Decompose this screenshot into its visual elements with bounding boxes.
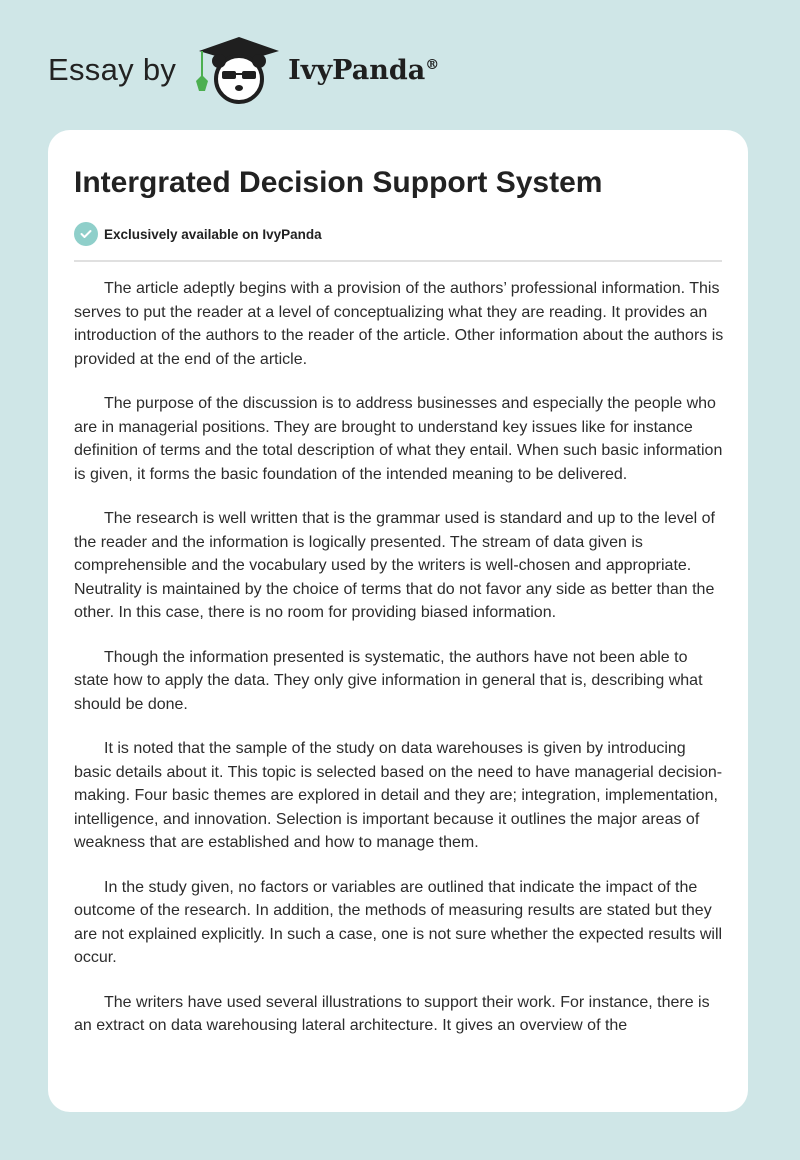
paragraph: The research is well written that is the grammar used is standard and up to the level of the reader and the information is logically presented. The stream of data given is comprehensible and the vocabulary used by the writers is well-chosen and appropriate. Neutrality is maintained by the choice of terms that do not favor any side as better than the other. In this case, there is no room for providing biased information. xyxy=(74,510,715,621)
brand-header xyxy=(48,40,439,100)
paragraph: The writers have used several illustrations to support their work. For instance, there is an extract on data warehousing lateral architecture. It gives an overview of the xyxy=(74,993,710,1034)
paragraph: Though the information presented is systematic, the authors have not been able to state how to apply the data. They only give information in general that is, describing what should be done. xyxy=(74,648,703,713)
divider xyxy=(74,260,722,262)
paragraph: It is noted that the sample of the study on data warehouses is given by introducing basic details about it. This topic is selected based on the need to have managerial decision-making. Four basic themes are explored in detail and they are; integration, implementation, intelligence, and innovation. Selection is important because it outlines the major areas of weakness that are established and how to manage them. xyxy=(74,740,723,851)
paragraph: The article adeptly begins with a provision of the authors’ professional information. This serves to put the reader at a level of conceptualizing what they are reading. It provides an introduction of the authors to the reader of the article. Other information about the authors is provided at the end of the article. xyxy=(74,280,724,368)
paragraph: The purpose of the discussion is to address businesses and especially the people who are in managerial positions. They are brought to understand key issues like for instance definition of terms and the total description of what they entail. When such basic information is given, it forms the basic foundation of the intended meaning to be delivered. xyxy=(74,395,723,483)
check-circle-icon xyxy=(74,222,98,246)
essay-body xyxy=(74,277,724,1059)
essay-card xyxy=(48,130,748,1112)
brand-name: IvyPanda® xyxy=(288,54,440,86)
brand-prefix: Essay by xyxy=(48,52,177,87)
paragraph: In the study given, no factors or variables are outlined that indicate the impact of the outcome of the research. In addition, the methods of measuring results are stated but they are not explained explicitly. In such a case, one is not sure whether the expected results will occur. xyxy=(74,878,723,966)
panda-logo-icon xyxy=(194,35,284,105)
page-title: Intergrated Decision Support System xyxy=(74,166,603,199)
exclusive-badge xyxy=(74,222,322,246)
badge-text: Exclusively available on IvyPanda xyxy=(104,226,322,242)
